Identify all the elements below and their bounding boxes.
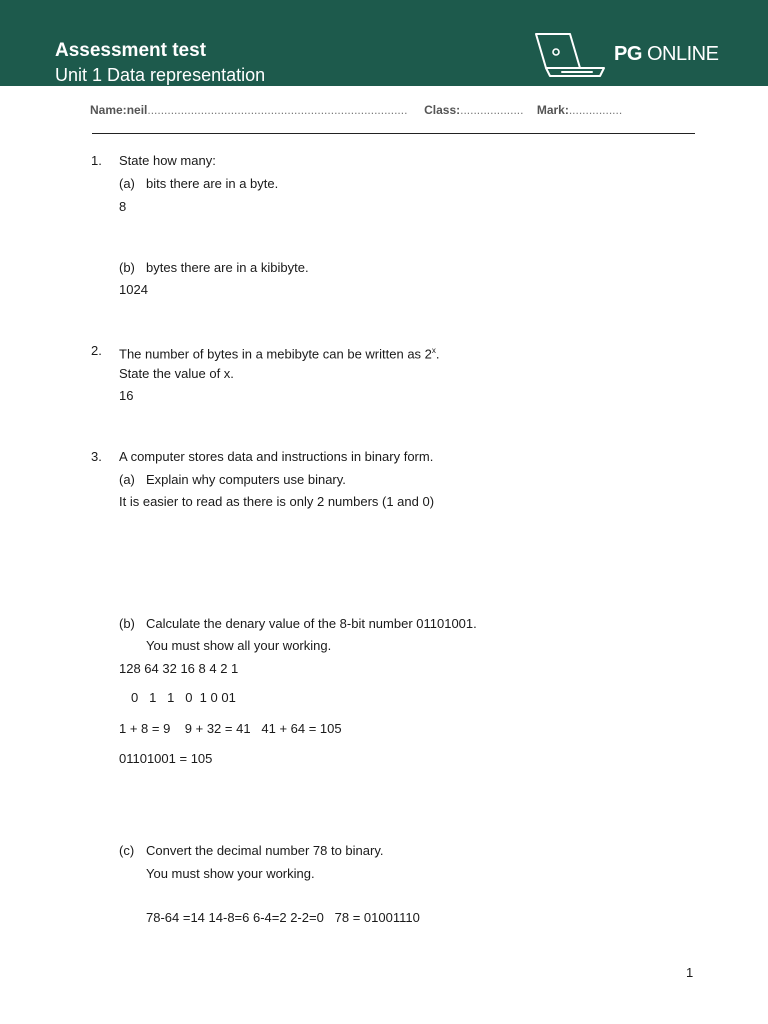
page-subtitle: Unit 1 Data representation bbox=[55, 65, 266, 85]
name-value[interactable]: neil bbox=[126, 103, 148, 117]
q2-answer[interactable]: 16 bbox=[119, 388, 134, 403]
q2-text2: State the value of x. bbox=[119, 366, 234, 381]
name-dots: .............................................................................. bbox=[147, 103, 408, 117]
q3c-work[interactable]: 78-64 =14 14-8=6 6-4=2 2-2=0 78 = 01001110 bbox=[146, 910, 420, 925]
q3b-work-bits[interactable]: 0 1 1 0 1 0 01 bbox=[131, 690, 236, 705]
logo-text bbox=[614, 43, 718, 66]
name-label: Name: bbox=[90, 103, 127, 117]
q1-number: 1. bbox=[91, 153, 102, 168]
q1a-answer[interactable]: 8 bbox=[119, 199, 127, 214]
class-dots[interactable]: ................... bbox=[460, 103, 524, 117]
q3b-work-sums[interactable]: 1 + 8 = 9 9 + 32 = 41 41 + 64 = 105 bbox=[119, 721, 342, 736]
q3c-text2: You must show your working. bbox=[146, 866, 315, 881]
q2-text-prefix: The number of bytes in a mebibyte can be written as 2 bbox=[119, 346, 432, 362]
q1b-label: (b) bbox=[119, 260, 135, 275]
q3b-work-place-values[interactable]: 128 64 32 16 8 4 2 1 bbox=[119, 661, 239, 676]
q3b-label: (b) bbox=[119, 616, 135, 631]
q3a-text: Explain why computers use binary. bbox=[146, 472, 346, 487]
q3-number: 3. bbox=[91, 449, 102, 464]
class-label: Class: bbox=[424, 103, 461, 117]
q1b-text: bytes there are in a kibibyte. bbox=[146, 260, 309, 275]
header-divider bbox=[92, 133, 695, 134]
page-title: Assessment test bbox=[55, 40, 207, 61]
q1-text: State how many: bbox=[119, 153, 216, 168]
q2-number: 2. bbox=[91, 343, 102, 358]
page-number: 1 bbox=[686, 965, 694, 980]
laptop-icon bbox=[532, 32, 608, 78]
q1b-answer[interactable]: 1024 bbox=[119, 282, 148, 297]
q2-text-superscript: x bbox=[431, 346, 436, 355]
mark-dots[interactable]: ................ bbox=[568, 103, 623, 117]
logo-online: ONLINE bbox=[646, 43, 719, 65]
student-fields bbox=[90, 103, 695, 117]
mark-label: Mark: bbox=[536, 103, 569, 117]
q3b-work-result[interactable]: 01101001 = 105 bbox=[119, 751, 213, 766]
q3a-answer[interactable]: It is easier to read as there is only 2 numbers (1 and 0) bbox=[119, 494, 435, 509]
q3c-text: Convert the decimal number 78 to binary. bbox=[146, 843, 384, 858]
q3a-label: (a) bbox=[119, 472, 135, 487]
logo-pg: PG bbox=[614, 43, 642, 65]
q3b-text: Calculate the denary value of the 8-bit number 01101001. bbox=[146, 616, 477, 631]
q3c-label: (c) bbox=[119, 843, 135, 858]
q1a-text: bits there are in a byte. bbox=[146, 176, 279, 191]
q3b-text2: You must show all your working. bbox=[146, 638, 332, 653]
q3-text: A computer stores data and instructions in binary form. bbox=[119, 449, 434, 464]
page-header bbox=[0, 0, 768, 86]
q2-text-suffix: . bbox=[435, 346, 440, 362]
q1a-label: (a) bbox=[119, 176, 135, 191]
q2-text bbox=[119, 343, 440, 362]
